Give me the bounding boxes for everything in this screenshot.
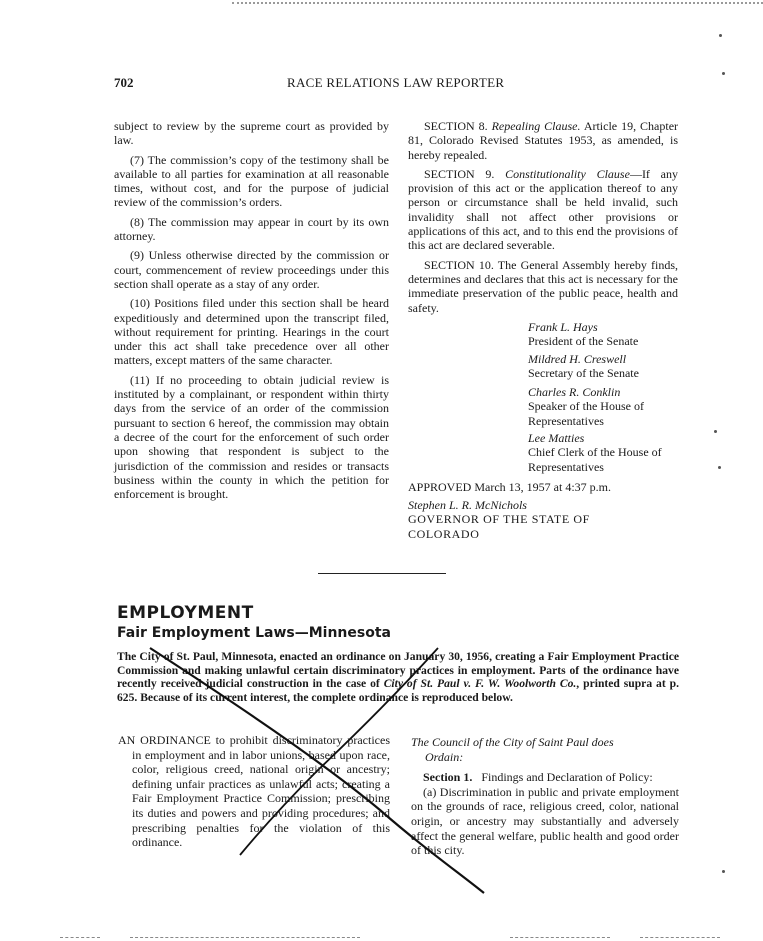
section-1-label: Section 1. — [423, 770, 473, 785]
section-heading: EMPLOYMENT — [117, 603, 254, 623]
section-divider — [318, 573, 446, 574]
signature-title: Chief Clerk of the House of Representatives — [528, 445, 662, 474]
section-9-lead: SECTION 9. — [424, 166, 495, 181]
section-9-text: —If any provision of this act or the application thereof to any person or circumstance shall be held invalid, such invalidity shall not affect other provisions or applications of this act, and to this end the provisions of this act are declared severable. — [408, 166, 679, 253]
left-paragraph-10: (10) Positions filed under this section shall be heard expeditiously and determined upon the transcript filed, without requirement for printing. Hearings in the court under this act shall take precedence over all other matters, except matters of the same character. — [114, 296, 389, 368]
left-paragraph-7: (7) The commission’s copy of the testimony shall be available to all parties for examination at all reasonable times, without cost, and for the purpose of judicial review of the commission’s orders. — [114, 152, 389, 210]
section-8-text: Article 19, Chapter 81, Colorado Revised Statutes 1953, as amended, is hereby repealed. — [408, 119, 679, 162]
section-8-lead: SECTION 8. — [424, 119, 488, 133]
governor-name: Stephen L. R. McNichols — [408, 498, 527, 512]
left-paragraph-9: (9) Unless otherwise directed by the commission or court, commencement of review proceedings under this section shall operate as a stay of any order. — [114, 248, 389, 291]
signature-block-4 — [528, 431, 680, 474]
bottom-edge-mark — [130, 937, 360, 938]
section-1-a: (a) Discrimination in public and private employment on the grounds of race, religious creed, color, national origin, or ancestry may substantially and adversely affect the general welfare, public health and good order of this city. — [411, 784, 679, 858]
left-paragraph-8: (8) The commission may appear in court by its own attorney. — [114, 214, 389, 244]
council-line-1: The Council of the City of Saint Paul does — [411, 735, 614, 749]
top-dotted-border — [232, 2, 763, 4]
approval-line: APPROVED March 13, 1957 at 4:37 p.m. — [408, 480, 611, 494]
signature-name: Charles R. Conklin — [528, 385, 621, 399]
speck — [718, 466, 721, 469]
signature-name: Frank L. Hays — [528, 320, 598, 334]
section-8-title: Repealing Clause. — [491, 119, 581, 133]
bottom-edge-mark — [60, 937, 100, 938]
bottom-edge-mark — [510, 937, 610, 938]
left-paragraph-1: subject to review by the supreme court as provided by law. — [114, 119, 389, 148]
governor-block — [408, 498, 688, 541]
signature-block-2 — [528, 352, 688, 381]
intro-text-b: , printed supra at p. 625. Because of its current interest, the complete ordinance is reproduced below. — [117, 677, 679, 704]
right-column — [408, 119, 678, 320]
signature-title: Speaker of the House of Representatives — [528, 399, 644, 428]
signature-title: Secretary of the Senate — [528, 366, 639, 381]
intro-paragraph — [117, 650, 679, 704]
speck — [714, 430, 717, 433]
speck — [719, 34, 722, 37]
ordinance-body — [411, 735, 679, 858]
running-title: RACE RELATIONS LAW REPORTER — [287, 75, 505, 90]
page-number: 702 — [114, 75, 134, 90]
ordinance-title: AN ORDINANCE to prohibit discriminatory practices in employment and in labor unions, based upon race, color, religious creed, national origin or ancestry; defining unfair practices as unlawful acts; creating a Fair Employment Practice Commission; prescribing its duties and powers and providing procedures; and prescribing penalties for the violation of this ordinance. — [118, 733, 390, 850]
sub-heading: Fair Employment Laws—Minnesota — [117, 625, 391, 641]
left-column — [114, 119, 389, 506]
speck — [722, 72, 725, 75]
governor-title: GOVERNOR OF THE STATE OF COLORADO — [408, 512, 590, 541]
council-enactment — [411, 735, 679, 764]
left-paragraph-11: (11) If no proceeding to obtain judicial review is instituted by a complainant, or respondent within thirty days from the service of an order of the commission pursuant to section 6 hereof, the commission may obtain a decree of the court for the enforcement of such order upon showing that respondent is subject to the jurisdiction of the commission and resides or transacts business within the county in which the petition for enforcement is brought. — [114, 372, 389, 502]
intro-text-a: The City of St. Paul, Minnesota, enacted an ordinance on January 30, 1956, creating a Fair Employment Practice Commission and making unlawful certain discriminatory practices in employment. Parts of the ordinance have recently received judicial construction in the case of — [117, 650, 679, 691]
section-8 — [408, 119, 678, 162]
section-1-heading — [411, 770, 679, 785]
signature-name: Lee Matties — [528, 431, 585, 445]
signature-block-3 — [528, 385, 678, 428]
signature-block-1 — [528, 320, 688, 349]
council-line-2: Ordain: — [425, 749, 464, 764]
section-9-title: Constitutionality Clause — [505, 166, 630, 181]
section-9 — [408, 167, 678, 253]
signature-title: President of the Senate — [528, 334, 639, 349]
speck — [722, 870, 725, 873]
case-citation: City of St. Paul v. F. W. Woolworth Co. — [383, 677, 577, 691]
bottom-edge-mark — [640, 937, 720, 938]
section-1-title: Findings and Declaration of Policy: — [481, 770, 653, 785]
signature-name: Mildred H. Creswell — [528, 352, 627, 366]
section-10: SECTION 10. The General Assembly hereby finds, determines and declares that this act is necessary for the immediate preservation of the public peace, health and safety. — [408, 257, 678, 315]
